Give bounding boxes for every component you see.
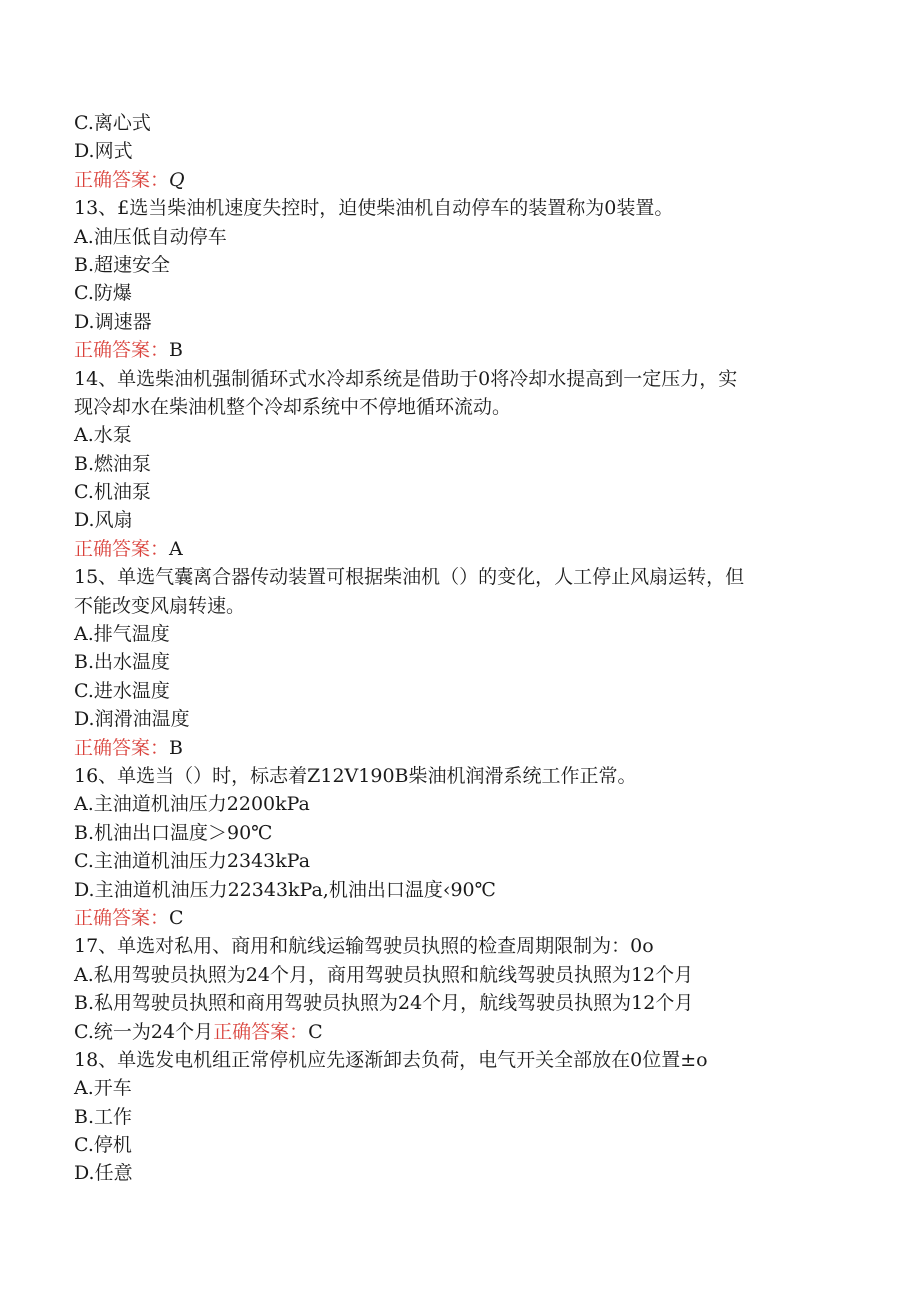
option-b: B.超速安全 [74,253,171,276]
answer-value: B [169,736,183,759]
answer-value: C [169,906,184,929]
option-d: D.网式 [74,140,133,163]
option-c: C.防爆 [74,282,132,305]
answer-line [74,734,854,762]
answer-label: 正确答案： [74,339,170,362]
question-12 [74,109,854,194]
option-b: B.私用驾驶员执照和商用驾驶员执照为24个月，航线驾驶员执照为12个月 [74,992,694,1015]
question-17 [74,932,854,1046]
option-d: D.任意 [74,1162,133,1185]
option-a: A.开车 [74,1077,132,1100]
question-stem: 17、单选对私用、商用和航线运输驾驶员执照的检查周期限制为：0o [74,935,654,958]
option-d: D.风扇 [74,509,133,532]
document-page [74,109,854,1188]
answer-label: 正确答案： [74,168,170,191]
answer-line [74,336,854,364]
option-c: C.主油道机油压力2343kPa [74,850,311,873]
answer-line [74,166,854,194]
answer-label: 正确答案： [213,1020,309,1043]
answer-value: A [169,537,183,560]
option-c: C.统一为24个月 [74,1020,214,1043]
option-a: A.私用驾驶员执照为24个月，商用驾驶员执照和航线驾驶员执照为12个月 [74,963,694,986]
question-stem-line-1: 15、单选气囊离合器传动装置可根据柴油机（）的变化，人工停止风扇运转，但 [74,566,745,589]
option-c: C.进水温度 [74,679,170,702]
option-b: B.燃油泵 [74,452,152,475]
answer-label: 正确答案： [74,537,170,560]
question-stem: 13、£选当柴油机速度失控时，迫使柴油机自动停车的装置称为0装置。 [74,197,674,220]
option-d: D.润滑油温度 [74,708,190,731]
answer-line [74,535,854,563]
option-a: A.主油道机油压力2200kPa [74,793,310,816]
option-b: B.机油出口温度＞90℃ [74,821,273,844]
option-b: B.出水温度 [74,651,171,674]
answer-value: B [169,339,183,362]
option-c: C.离心式 [74,112,151,134]
option-c-with-answer [74,1018,854,1046]
option-d: D.调速器 [74,310,152,333]
question-stem-line-1: 14、单选柴油机强制循环式水冷却系统是借助于0将冷却水提高到一定压力，实 [74,367,738,390]
answer-line [74,904,854,932]
option-a: A.水泵 [74,424,132,447]
question-stem-line-2: 现冷却水在柴油机整个冷却系统中不停地循环流动。 [74,395,512,418]
option-b: B.工作 [74,1105,133,1128]
option-a: A.排气温度 [74,623,170,646]
answer-label: 正确答案： [74,736,170,759]
option-c: C.停机 [74,1134,132,1157]
answer-value: C [308,1020,323,1043]
question-16 [74,762,854,932]
question-stem: 16、单选当（）时，标志着Z12V190B柴油机润滑系统工作正常。 [74,764,637,787]
answer-value: Q [169,168,185,191]
answer-label: 正确答案： [74,906,170,929]
question-stem: 18、单选发电机组正常停机应先逐渐卸去负荷，电气开关全部放在0位置±o [74,1048,708,1071]
question-13 [74,194,854,364]
question-18 [74,1046,854,1188]
question-14 [74,365,854,564]
option-a: A.油压低自动停车 [74,225,227,248]
question-15 [74,563,854,762]
option-c: C.机油泵 [74,481,151,504]
question-stem-line-2: 不能改变风扇转速。 [74,594,246,617]
option-d: D.主油道机油压力22343kPa,机油出口温度‹90℃ [74,878,496,901]
